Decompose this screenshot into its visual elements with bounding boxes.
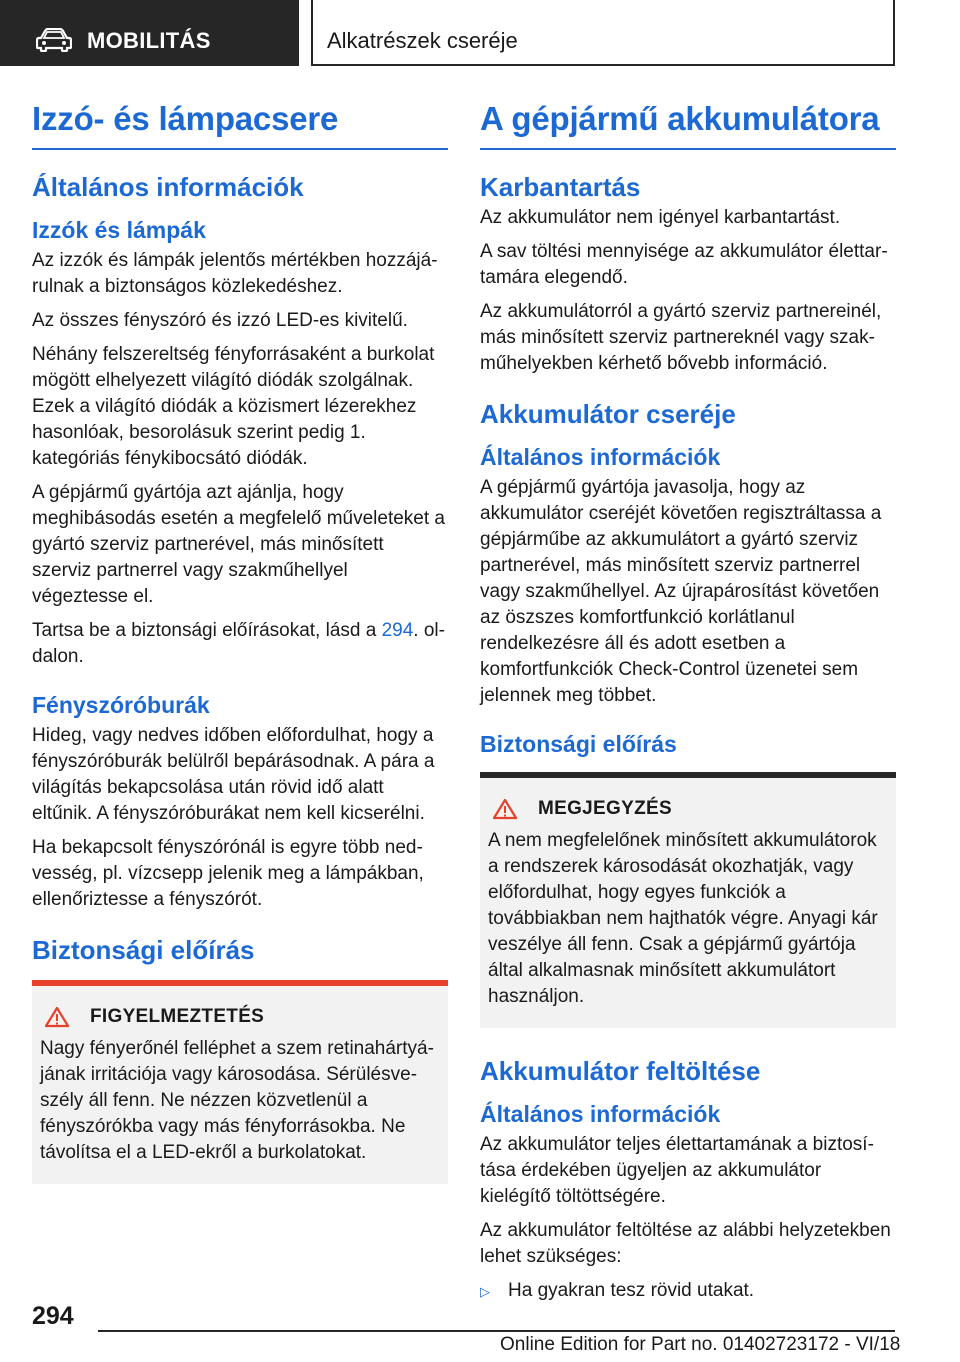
warning-title: FIGYELMEZTETÉS	[90, 1006, 265, 1027]
heading-battery-replacement: Akkumulátor cseréje	[480, 399, 736, 429]
left-title: Izzó- és lámpacsere	[32, 100, 448, 150]
list-item	[480, 1278, 896, 1305]
paragraph: Az összes fényszóró és izzó LED-es kivitelű.	[32, 310, 408, 331]
paragraph: Ha bekapcsolt fényszórónál is egyre több nedvesség, pl. vízcsepp jelenik meg a lámpákban, ellenőriztesse a fényszórót.	[32, 837, 424, 910]
note-text: A nem megfelelőnek minősített akkumulátorok a rendszerek károsodását okozhatják, vagy előfordulhat, hogy egyes funkciók a továbbiakban nem hajthatók végre. Anyagi kár veszélye áll fenn. Csak a gépjármű gyártója által alkalmasnak minősített akkumulátort használjon.	[488, 830, 878, 1007]
paragraph: A gépjármű gyártója azt ajánlja, hogy meghibásodás esetén a megfelelő műveleteket a gyártó szerviz partnerével, más minősített szerviz partnerrel vagy szakműhellyel végeztesse el.	[32, 482, 445, 607]
heading-headlight-covers: Fényszóróburák	[32, 692, 210, 718]
warning-header	[40, 1006, 440, 1028]
warning-box	[32, 980, 448, 1184]
right-column	[480, 100, 896, 1305]
heading-general-info: Általános információk	[480, 1101, 721, 1127]
list-item-text: Ha gyakran tesz rövid utakat.	[508, 1280, 755, 1301]
warning-triangle-icon	[492, 798, 518, 820]
heading-safety: Biztonsági előírás	[480, 731, 677, 757]
page-number: 294	[32, 1302, 74, 1330]
heading-battery-charging: Akkumulátor feltöltése	[480, 1056, 761, 1086]
text: . oldalon.	[32, 620, 445, 667]
paragraph: Az izzók és lámpák jelentős mértékben hozzájárulnak a biztonságos közlekedéshez.	[32, 250, 438, 297]
paragraph: Az akkumulátor nem igényel karbantartást.	[480, 207, 841, 228]
edition-info: Online Edition for Part no. 01402723172 - VI/18	[500, 1334, 901, 1355]
paragraph: Az akkumulátorról a gyártó szerviz partnereinél, más minősített szerviz partnereknél vagy szakműhelyekben kérhető bővebb információ.	[480, 301, 882, 374]
car-icon	[36, 28, 72, 52]
note-title: MEGJEGYZÉS	[538, 798, 672, 819]
footer-divider	[98, 1330, 895, 1332]
text: Tartsa be a biztonsági előírásokat, lásd a	[32, 620, 382, 641]
paragraph: Az akkumulátor teljes élettartamának a biztosítása érdekében ügyeljen az akkumulátor kielégítő töltöttségére.	[480, 1134, 874, 1207]
warning-text: Nagy fényerőnél felléphet a szem retinahártyájának irritációja vagy károsodása. Sérülésveszély áll fenn. Ne nézzen közvetlenül a fényszórókba vagy más fényforrásokba. Ne távolítsa el a LED-ekről a burkolatokat.	[40, 1038, 434, 1163]
heading-bulbs-lamps: Izzók és lámpák	[32, 217, 206, 243]
section-label: Alkatrészek cseréje	[327, 28, 518, 53]
page-link[interactable]: 294	[381, 620, 414, 641]
paragraph: Hideg, vagy nedves időben előfordulhat, hogy a fényszóróburák belülről bepárásodnak. A pára a világítás bekapcsolása után rövid idő alatt eltűnik. A fényszóróburákat nem kell kicserélni.	[32, 725, 435, 824]
heading-safety: Biztonsági előírás	[32, 935, 255, 965]
heading-maintenance: Karbantartás	[480, 172, 641, 202]
chapter-tab	[0, 0, 299, 66]
heading-general-info: Általános információk	[32, 172, 304, 202]
warning-triangle-icon	[44, 1006, 70, 1028]
paragraph: A sav töltési mennyisége az akkumulátor élettartamára elegendő.	[480, 241, 888, 288]
triangle-right-icon: ▷	[480, 1284, 490, 1299]
paragraph: A gépjármű gyártója javasolja, hogy az akkumulátor cseréjét követően regisztráltassa a gépjárműbe az akkumulátort a gyártó szerviz partnerével, más minősített szerviz partnerrel vagy szakműhellyel. Az újrapárosítást követően az öszszes komfortfunkció korlátlanul rendelkezésre áll és adott esetben a komfortfunkciók Check-Control üzenetei sem jelennek meg többet.	[480, 477, 882, 706]
heading-general-info: Általános információk	[480, 444, 721, 470]
left-column	[32, 100, 448, 1184]
paragraph: Néhány felszereltség fényforrásaként a burkolat mögött elhelyezett világító diódák szolgálnak. Ezek a világító diódák a közismert lézerekhez hasonlóak, besorolásuk szerint pedig 1. kategóriás fénykibocsátó diódák.	[32, 344, 435, 469]
section-box	[311, 0, 895, 66]
page-header	[0, 0, 960, 66]
right-title: A gépjármű akkumulátora	[480, 100, 896, 150]
note-box	[480, 772, 896, 1028]
paragraph-with-link	[32, 618, 448, 670]
note-header	[488, 798, 888, 820]
paragraph: Az akkumulátor feltöltése az alábbi helyzetekben lehet szükséges:	[480, 1220, 891, 1267]
chapter-label: MOBILITÁS	[87, 28, 211, 53]
